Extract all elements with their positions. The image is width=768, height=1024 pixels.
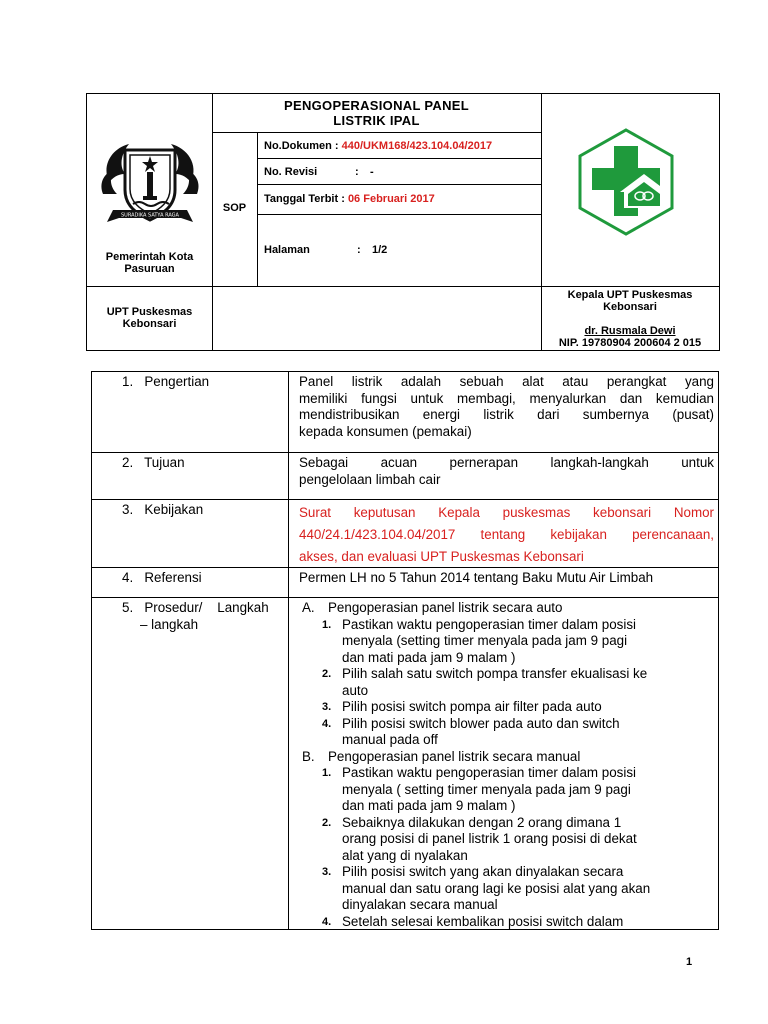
unit-name <box>87 306 212 330</box>
unit-name-line: Kebonsari <box>122 318 177 330</box>
list-item <box>314 914 714 931</box>
content-divider <box>92 499 718 500</box>
text-line: manual dan satu orang lagi ke posisi alat yang akan <box>342 880 651 896</box>
sop-header-table <box>86 93 720 351</box>
text-line: Pilih salah satu switch pompa transfer ekualisasi ke <box>342 666 648 681</box>
sop-content-table <box>91 371 719 930</box>
text-line: Sebagai acuan pernerapan langkah-langkah untuk <box>299 455 714 470</box>
text-line: menyala (setting timer menyala pada jam 9 pagi <box>342 633 628 648</box>
document-title-line: PENGOPERASIONAL PANEL <box>284 98 469 113</box>
text-line: Sebaiknya dilakukan dengan 2 orang dimana 1 <box>342 814 622 830</box>
halaman-colon: : <box>357 244 361 256</box>
section-text-tujuan <box>299 455 714 488</box>
no-revisi-value: - <box>370 166 374 178</box>
header-divider <box>257 214 541 215</box>
text-line: akses, dan evaluasi UPT Puskesmas Kebonsari <box>299 549 584 564</box>
text-line: Pilih posisi switch pompa air filter pada auto <box>342 699 602 714</box>
document-title <box>212 98 541 128</box>
step-number: 2. <box>322 816 332 829</box>
text-line: orang posisi di panel listrik 1 orang posisi di dekat <box>342 831 637 846</box>
kepala-name: dr. Rusmala Dewi <box>584 325 676 337</box>
section-text-kebijakan <box>299 502 714 568</box>
pasuruan-seal-icon <box>95 134 205 230</box>
procedure-part-a <box>302 600 714 617</box>
label-line: – langkah <box>140 616 199 632</box>
text-line: Pilih posisi switch yang akan dinyalakan secara <box>342 864 624 879</box>
section-label-tujuan: 2. Tujuan <box>122 455 185 470</box>
no-revisi-label: No. Revisi <box>264 166 318 178</box>
part-marker: B. <box>302 748 315 764</box>
government-name-line: Pemerintah Kota <box>105 251 194 263</box>
header-divider <box>257 132 258 286</box>
content-divider <box>92 597 718 598</box>
procedure-a-steps <box>314 617 714 749</box>
text-line: 440/24.1/423.104.04/2017 tentang kebijakan perencanaan, <box>299 527 714 542</box>
procedure-b-steps <box>314 765 714 930</box>
text-line: dinyalakan secara manual <box>342 897 498 912</box>
text-line: Pastikan waktu pengoperasian timer dalam posisi <box>342 616 637 632</box>
list-item <box>314 765 714 815</box>
text-line: Pastikan waktu pengoperasian timer dalam posisi <box>342 765 637 780</box>
step-number: 1. <box>322 767 332 779</box>
text-line: auto <box>342 682 369 698</box>
puskesmas-logo-icon <box>574 128 678 236</box>
header-divider <box>257 184 541 185</box>
label-line: 5. Prosedur/ Langkah <box>122 600 269 615</box>
header-divider <box>87 286 719 287</box>
tanggal-terbit-row <box>264 193 435 205</box>
procedure-part-b <box>302 749 714 766</box>
part-marker: A. <box>302 600 315 615</box>
list-item <box>314 699 714 716</box>
text-line: alat yang di nyalakan <box>342 847 468 863</box>
halaman-value: 1/2 <box>372 244 388 256</box>
text-line: pengelolaan limbah cair <box>299 471 441 487</box>
document-title-line: LISTRIK IPAL <box>333 113 420 128</box>
step-number: 1. <box>322 618 332 631</box>
no-dokumen-value: 440/UKM168/423.104.04/2017 <box>341 140 493 152</box>
section-label-kebijakan: 3. Kebijakan <box>122 502 204 517</box>
text-line: dan mati pada jam 9 malam ) <box>342 649 516 665</box>
kepala-title-line: Kebonsari <box>603 301 657 313</box>
halaman-label: Halaman <box>264 244 310 256</box>
government-name-line: Pasuruan <box>124 263 175 275</box>
part-title: Pengoperasian panel listrik secara manual <box>328 748 581 764</box>
text-line: memiliki fungsi untuk membagi, menyalurkan dan kemudian <box>299 390 714 406</box>
section-label-referensi: 4. Referensi <box>122 570 202 585</box>
text-line: menyala ( setting timer menyala pada jam 9 pagi <box>342 781 631 797</box>
step-number: 3. <box>322 866 332 878</box>
text-line: Pilih posisi switch blower pada auto dan switch <box>342 715 620 731</box>
section-text-referensi: Permen LH no 5 Tahun 2014 tentang Baku Mutu Air Limbah <box>299 570 654 585</box>
unit-name-line: UPT Puskesmas <box>106 306 193 318</box>
part-title: Pengoperasian panel listrik secara auto <box>328 600 563 615</box>
list-item <box>314 864 714 914</box>
tanggal-terbit-label: Tanggal Terbit : <box>264 193 348 205</box>
no-revisi-colon: : <box>355 166 359 178</box>
list-item <box>314 617 714 667</box>
page-number: 1 <box>686 956 693 968</box>
list-item <box>314 815 714 865</box>
text-line: Setelah selesai kembalikan posisi switch dalam <box>342 913 624 929</box>
section-text-pengertian <box>299 374 714 440</box>
tanggal-terbit-value: 06 Februari 2017 <box>347 193 435 205</box>
text-line: Surat keputusan Kepala puskesmas kebonsari Nomor <box>299 505 714 520</box>
header-divider <box>212 132 541 133</box>
content-divider <box>288 372 289 929</box>
step-number: 2. <box>322 668 332 680</box>
kepala-block <box>541 289 719 313</box>
kepala-title-line: Kepala UPT Puskesmas <box>567 289 693 301</box>
list-item <box>314 666 714 699</box>
text-line: Panel listrik adalah sebuah alat atau perangkat yang <box>299 374 714 389</box>
section-label-pengertian: 1. Pengertian <box>122 374 210 389</box>
text-line: manual pada off <box>342 732 438 747</box>
svg-text:SURADIKA SATYA RAGA: SURADIKA SATYA RAGA <box>121 212 179 219</box>
kepala-nip: NIP. 19780904 200604 2 015 <box>558 337 702 349</box>
text-line: dan mati pada jam 9 malam ) <box>342 798 516 813</box>
no-revisi-row <box>264 166 317 178</box>
government-name <box>87 251 212 275</box>
content-divider <box>92 452 718 453</box>
section-label-prosedur <box>122 600 284 633</box>
step-number: 4. <box>322 717 332 730</box>
header-divider <box>257 158 541 159</box>
sop-label: SOP <box>222 202 247 214</box>
no-dokumen-label: No.Dokumen : <box>264 140 342 152</box>
text-line: mendistribusikan energi listrik dari sumbernya (pusat) <box>299 407 714 422</box>
no-dokumen-row <box>264 140 492 152</box>
step-number: 3. <box>322 701 332 713</box>
list-item <box>314 716 714 749</box>
section-text-prosedur <box>302 600 714 930</box>
text-line: kepada konsumen (pemakai) <box>299 423 472 439</box>
step-number: 4. <box>322 915 332 928</box>
